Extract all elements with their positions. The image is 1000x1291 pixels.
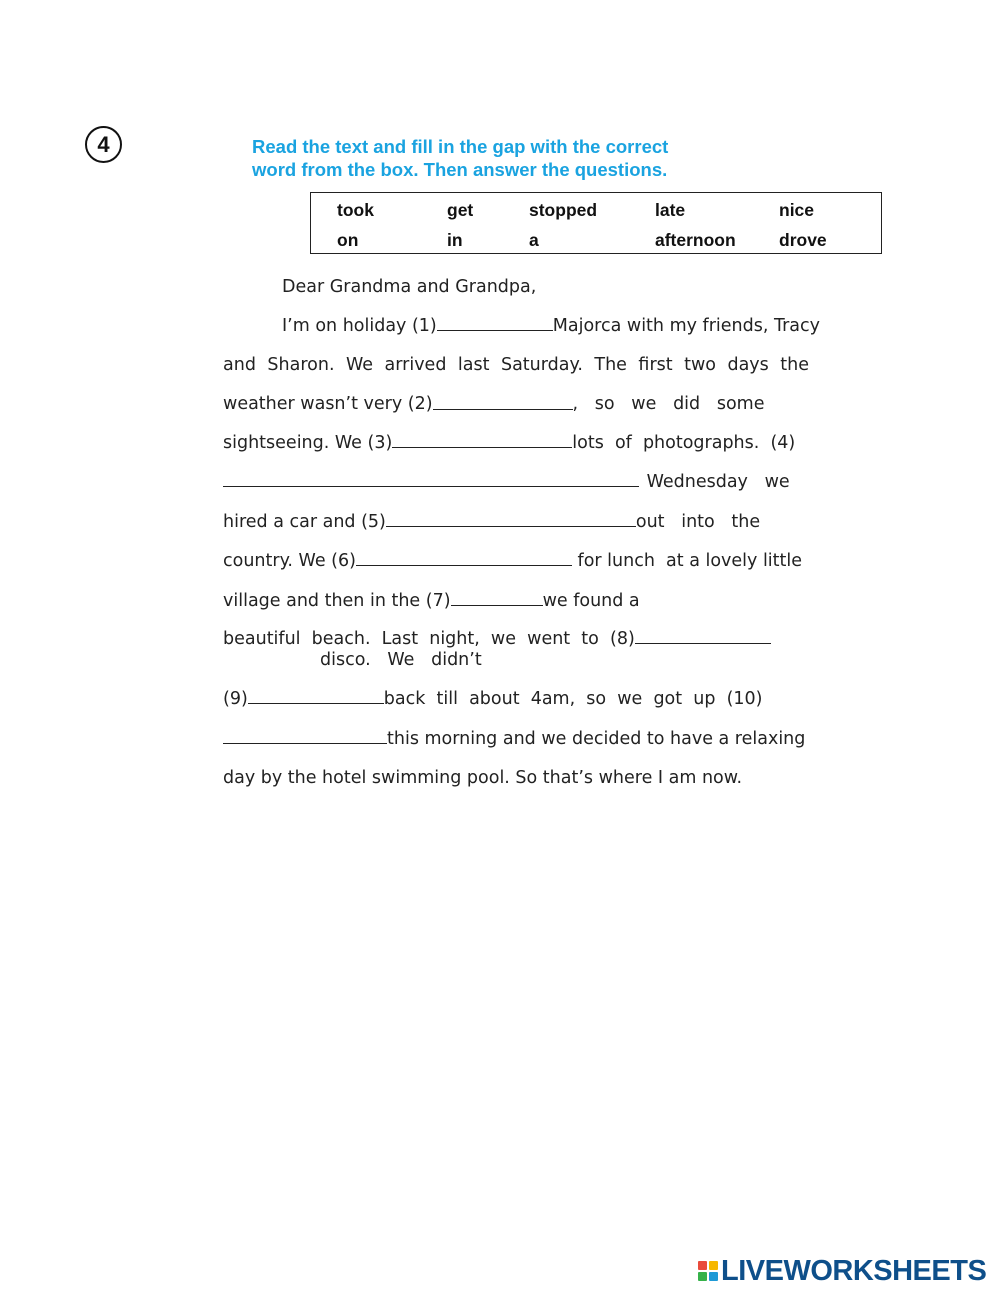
- gap-9[interactable]: [248, 689, 384, 704]
- letter-line: [282, 315, 820, 337]
- letter-text: I’m on holiday (1): [282, 316, 437, 336]
- letter-text: (9): [223, 689, 248, 709]
- letter-line: [223, 728, 805, 750]
- letter-line: [223, 471, 790, 493]
- letter-text: hired a car and (5): [223, 512, 386, 532]
- letter-greeting: Dear Grandma and Grandpa,: [282, 277, 537, 297]
- word-nice: nice: [779, 200, 815, 220]
- word-drove: drove: [779, 230, 827, 250]
- letter-line: [223, 511, 760, 533]
- letter-text: Wednesday we: [646, 472, 790, 492]
- letter-text: , so we did some: [572, 394, 765, 414]
- logo-blocks-icon: [698, 1261, 718, 1281]
- gap-6[interactable]: [356, 551, 572, 566]
- word-box: [310, 192, 882, 254]
- letter-text: out into the: [635, 512, 761, 532]
- liveworksheets-logo: [698, 1256, 986, 1286]
- letter-text: Majorca with my friends, Tracy: [552, 316, 820, 336]
- letter-text: beautiful beach. Last night, we went to (8): [223, 629, 635, 649]
- gap-7[interactable]: [451, 591, 543, 606]
- letter-line: [223, 432, 795, 454]
- gap-1[interactable]: [437, 316, 553, 331]
- letter-line: day by the hotel swimming pool. So that’s where I am now.: [223, 768, 743, 788]
- word-get: get: [447, 200, 474, 220]
- gap-5[interactable]: [386, 512, 636, 527]
- gap-8[interactable]: [635, 629, 771, 644]
- letter-text: for lunch at a lovely little: [577, 551, 803, 571]
- word-afternoon: afternoon: [655, 230, 736, 250]
- logo-block: [709, 1272, 718, 1281]
- instruction-line: word from the box. Then answer the questions.: [252, 159, 668, 180]
- letter-line: disco. We didn’t: [320, 650, 482, 670]
- word-in: in: [447, 230, 463, 250]
- gap-2[interactable]: [433, 393, 573, 410]
- letter-line: [223, 590, 640, 612]
- gap-3[interactable]: [392, 433, 572, 448]
- gap-10[interactable]: [223, 729, 387, 744]
- letter-text: weather wasn’t very (2): [223, 394, 433, 414]
- word-a: a: [529, 230, 539, 250]
- letter-text: country. We (6): [223, 551, 356, 571]
- logo-block: [698, 1272, 707, 1281]
- word-late: late: [655, 200, 686, 220]
- letter-line: [223, 550, 802, 572]
- logo-block: [698, 1261, 707, 1270]
- logo-text: LIVEWORKSHEETS: [721, 1254, 987, 1287]
- letter-text: village and then in the (7): [223, 591, 451, 611]
- letter-text: we found a: [542, 591, 640, 611]
- letter-line: [223, 628, 771, 650]
- instructions: [252, 135, 742, 181]
- letter-line: [223, 688, 763, 710]
- letter-text: back till about 4am, so we got up (10): [383, 689, 763, 709]
- letter-text: sightseeing. We (3): [223, 433, 393, 453]
- word-stopped: stopped: [529, 200, 598, 220]
- letter-line: [223, 393, 809, 415]
- letter-line: and Sharon. We arrived last Saturday. The first two days the: [223, 355, 809, 375]
- instruction-line: Read the text and fill in the gap with the correct: [252, 136, 669, 157]
- gap-4[interactable]: [223, 472, 639, 487]
- letter-text: this morning and we decided to have a relaxing: [387, 729, 806, 749]
- word-took: took: [337, 200, 374, 220]
- logo-block: [709, 1261, 718, 1270]
- exercise-number: 4: [85, 126, 122, 163]
- word-on: on: [337, 230, 359, 250]
- letter-text: lots of photographs. (4): [572, 433, 796, 453]
